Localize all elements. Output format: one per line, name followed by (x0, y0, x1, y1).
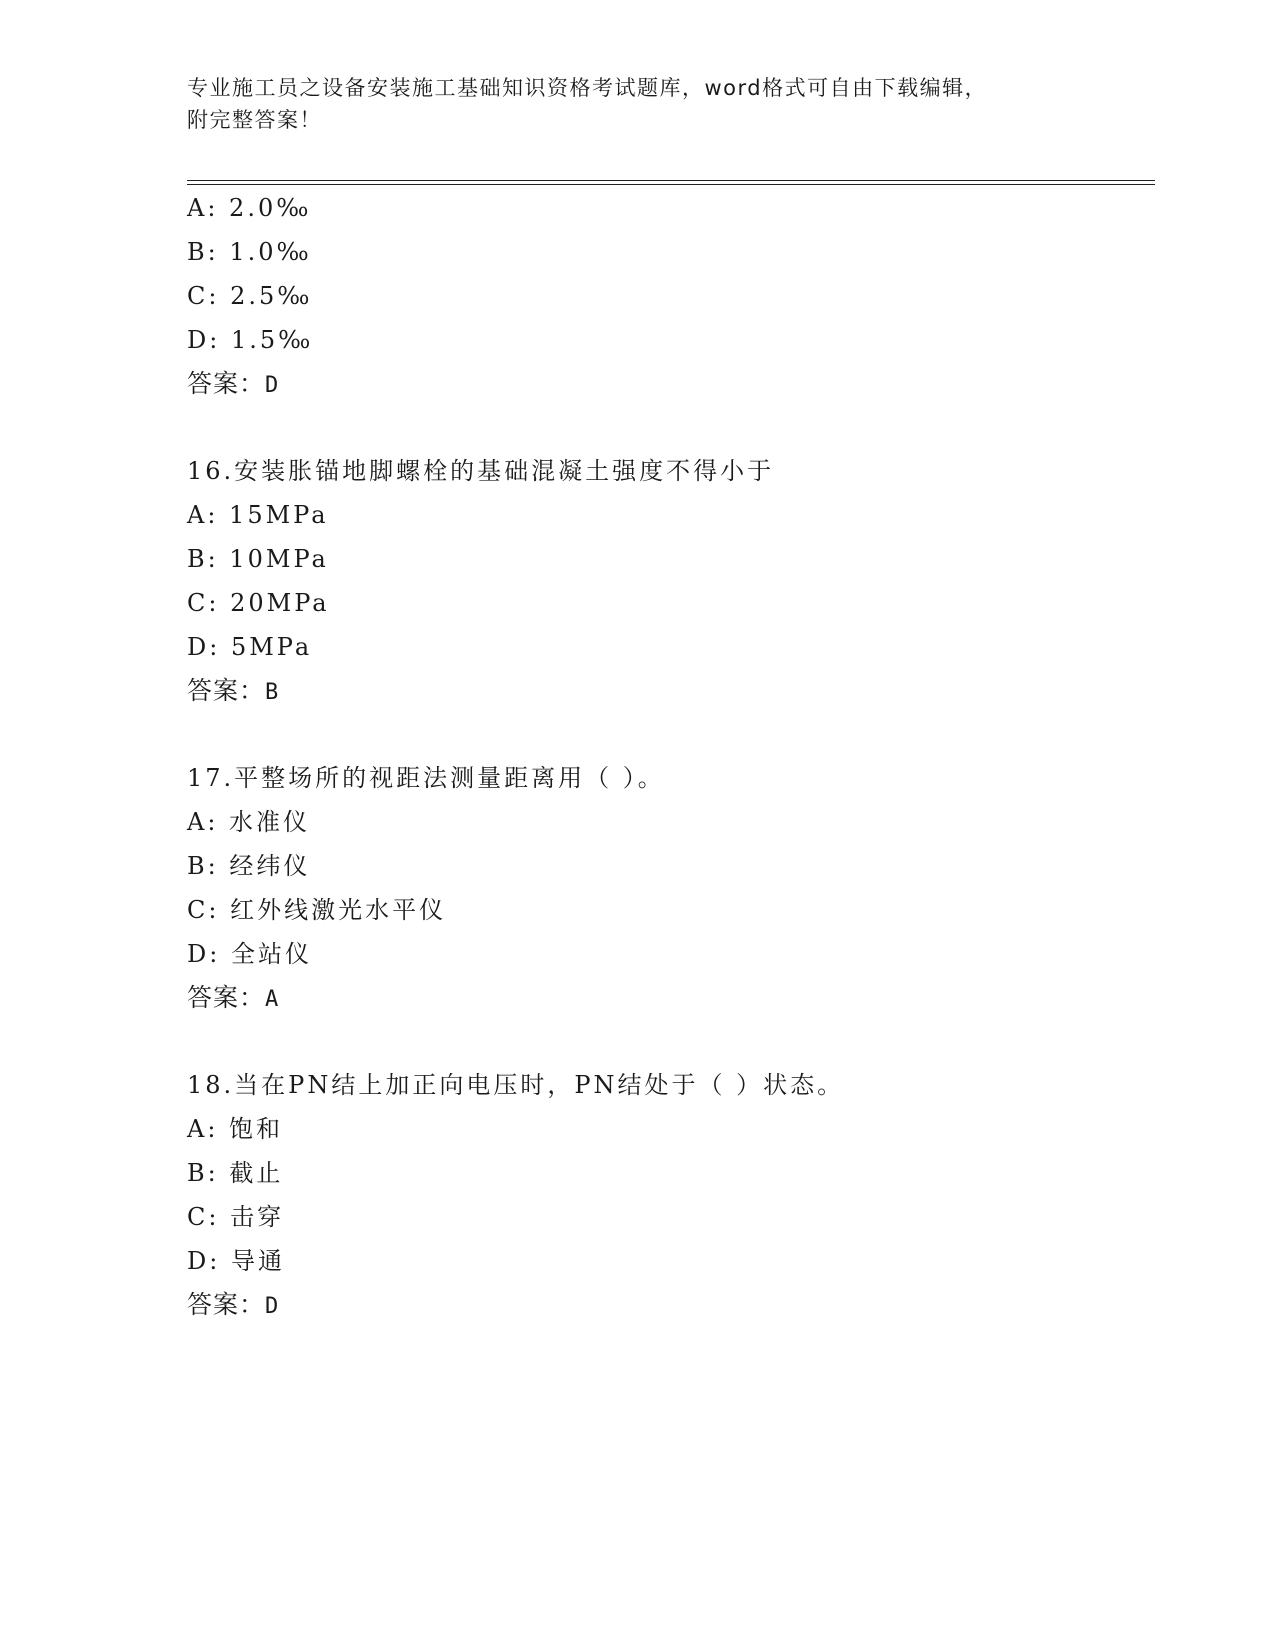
answer-value: B (265, 680, 280, 705)
option-b: B: 10MPa (187, 545, 329, 573)
option-d: D: 1.5‰ (187, 326, 314, 354)
option-c: C: 红外线激光水平仪 (187, 896, 447, 924)
option-d: D: 5MPa (187, 633, 313, 661)
header-divider-top (187, 180, 1155, 181)
option-a: A: 2.0‰ (187, 194, 312, 222)
answer-line (187, 676, 279, 708)
answer-value: A (265, 987, 280, 1012)
option-d: D: 导通 (187, 1247, 285, 1275)
question-text: 18.当在PN结上加正向电压时，PN结处于（ ）状态。 (187, 1071, 845, 1099)
option-a: A: 15MPa (187, 501, 329, 529)
option-c: C: 2.5‰ (187, 282, 313, 310)
answer-label: 答案： (187, 369, 266, 398)
option-a: A: 饱和 (187, 1115, 284, 1143)
option-c: C: 20MPa (187, 589, 330, 617)
answer-label: 答案： (187, 676, 266, 705)
answer-line (187, 1290, 279, 1322)
document-header (187, 72, 1087, 136)
question-text: 16.安装胀锚地脚螺栓的基础混凝土强度不得小于 (187, 457, 775, 485)
header-divider-bottom (187, 184, 1155, 185)
answer-value: D (265, 1294, 280, 1319)
answer-label: 答案： (187, 1290, 266, 1319)
option-b: B: 截止 (187, 1159, 284, 1187)
option-b: B: 经纬仪 (187, 852, 311, 880)
answer-line (187, 983, 279, 1015)
option-a: A: 水准仪 (187, 808, 311, 836)
option-b: B: 1.0‰ (187, 238, 312, 266)
option-c: C: 击穿 (187, 1203, 285, 1231)
answer-line (187, 369, 279, 401)
option-d: D: 全站仪 (187, 940, 312, 968)
question-text: 17.平整场所的视距法测量距离用（ ）。 (187, 764, 665, 792)
answer-label: 答案： (187, 983, 266, 1012)
header-line-1: 专业施工员之设备安装施工基础知识资格考试题库，word格式可自由下载编辑， (187, 76, 988, 100)
header-line-2: 附完整答案！ (187, 108, 322, 132)
answer-value: D (265, 373, 280, 398)
